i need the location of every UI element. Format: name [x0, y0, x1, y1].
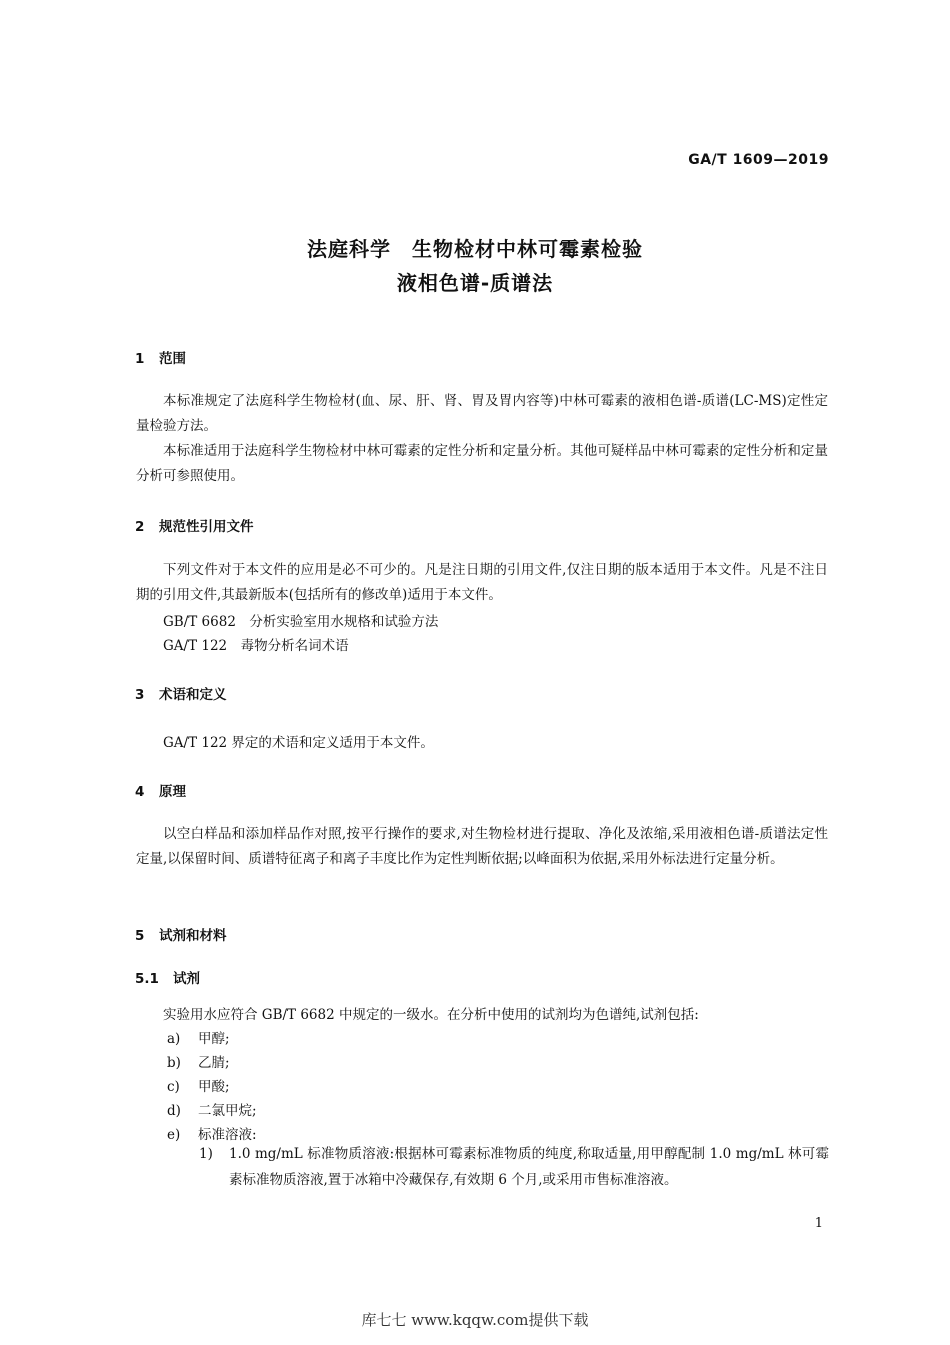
section-5-heading — [135, 924, 227, 944]
list-text: 乙腈; — [198, 1055, 230, 1071]
section-1-paragraph-1: 本标准规定了法庭科学生物检材(血、尿、肝、肾、胃及胃内容等)中林可霉素的液相色谱-质谱(LC-MS)定性定量检验方法。 — [136, 393, 828, 434]
normative-reference: GB/T 6682 分析实验室用水规格和试验方法 — [163, 614, 439, 630]
list-item — [167, 1075, 230, 1095]
list-text: 甲醇; — [198, 1031, 230, 1047]
download-watermark: 库七七 www.kqqw.com提供下载 — [361, 1311, 589, 1329]
list-item — [167, 1099, 257, 1119]
section-4-paragraph-1: 以空白样品和添加样品作对照,按平行操作的要求,对生物检材进行提取、净化及浓缩,采用液相色谱-质谱法定性定量,以保留时间、质谱特征离子和离子丰度比作为定性判断依据;以峰面积为依据,采用外标法进行定量分析。 — [136, 826, 828, 867]
section-title: 规范性引用文件 — [159, 519, 254, 535]
section-title: 试剂 — [173, 971, 200, 987]
section-title: 术语和定义 — [159, 687, 227, 703]
list-marker: a) — [167, 1031, 181, 1047]
sub-list-item — [199, 1141, 829, 1193]
section-number: 5 — [135, 928, 145, 944]
section-5-1-intro: 实验用水应符合 GB/T 6682 中规定的一级水。在分析中使用的试剂均为色谱纯,试剂包括: — [163, 1007, 699, 1023]
document-title-line1: 法庭科学 生物检材中林可霉素检验 — [307, 237, 643, 261]
list-text: 标准溶液: — [198, 1127, 257, 1143]
list-marker: d) — [167, 1103, 181, 1119]
section-title: 原理 — [159, 784, 186, 800]
list-marker: c) — [167, 1079, 180, 1095]
section-number: 2 — [135, 519, 145, 535]
list-item — [167, 1051, 230, 1071]
normative-reference: GA/T 122 毒物分析名词术语 — [163, 638, 349, 654]
section-5-1-heading — [135, 967, 200, 987]
section-1-paragraph-2: 本标准适用于法庭科学生物检材中林可霉素的定性分析和定量分析。其他可疑样品中林可霉素的定性分析和定量分析可参照使用。 — [136, 443, 828, 484]
sub-list-text: 1.0 mg/mL 标准物质溶液:根据林可霉素标准物质的纯度,称取适量,用甲醇配制 1.0 mg/mL 林可霉素标准物质溶液,置于冰箱中冷藏保存,有效期 6 个月,或采用市售标准溶液。 — [229, 1146, 829, 1188]
list-item — [167, 1123, 257, 1143]
section-number: 1 — [135, 351, 145, 367]
section-4-heading — [135, 780, 186, 800]
list-marker: e) — [167, 1127, 181, 1143]
section-2-paragraph-1: 下列文件对于本文件的应用是必不可少的。凡是注日期的引用文件,仅注日期的版本适用于本文件。凡是不注日期的引用文件,其最新版本(包括所有的修改单)适用于本文件。 — [136, 562, 828, 603]
section-number: 3 — [135, 687, 145, 703]
section-title: 试剂和材料 — [159, 928, 227, 944]
section-title: 范围 — [159, 351, 186, 367]
page-number: 1 — [814, 1216, 823, 1231]
document-title-line2: 液相色谱-质谱法 — [396, 271, 554, 295]
section-1-heading — [135, 347, 186, 367]
list-item — [167, 1027, 230, 1047]
sub-list-marker: 1) — [199, 1146, 213, 1162]
section-3-heading — [135, 683, 227, 703]
section-number: 4 — [135, 784, 145, 800]
section-3-paragraph-1: GA/T 122 界定的术语和定义适用于本文件。 — [163, 735, 434, 751]
section-2-heading — [135, 515, 254, 535]
list-marker: b) — [167, 1055, 181, 1071]
section-number: 5.1 — [135, 971, 159, 987]
list-text: 甲酸; — [198, 1079, 230, 1095]
list-text: 二氯甲烷; — [198, 1103, 257, 1119]
standard-code: GA/T 1609—2019 — [688, 152, 829, 168]
